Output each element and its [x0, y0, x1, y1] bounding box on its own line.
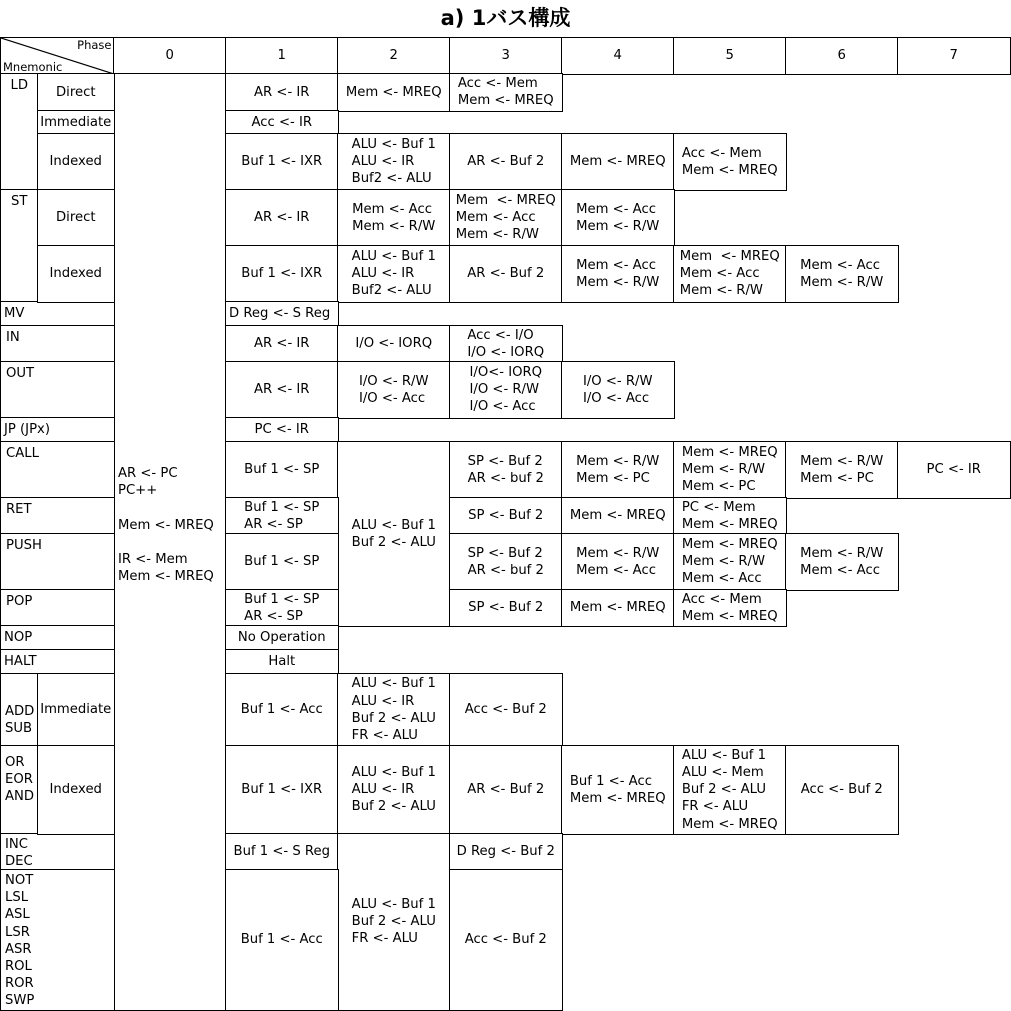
ld-indexed-phase3-text: AR <- Buf 2 [467, 154, 545, 170]
unary-phase2-text: ALU <- Buf 1 Buf 2 <- ALU FR <- ALU [351, 896, 436, 947]
ld-direct-phase2 [337, 73, 451, 112]
mode-st-direct [37, 189, 115, 247]
mnemonic-ret-text: RET [6, 502, 32, 517]
phase-header-4 [561, 37, 675, 75]
in-phase2 [337, 325, 451, 363]
mnemonic-nop [0, 625, 115, 651]
phase0-fetch-text [118, 465, 214, 585]
mnemonic-out-text: OUT [6, 366, 35, 381]
inc-phase1-text: Buf 1 <- S Reg [233, 844, 330, 860]
alu-idx-phase6-text: Acc <- Buf 2 [800, 782, 883, 798]
ld-indexed-phase1-text: Buf 1 <- IXR [241, 154, 323, 170]
st-indexed-phase5-text: Mem <- MREQ Mem <- Acc Mem <- R/W [679, 248, 780, 299]
phase0-line: PC++ [118, 483, 158, 499]
push-phase1-text: Buf 1 <- SP [244, 554, 320, 570]
phase0-fetch [113, 73, 227, 1011]
ld-indexed-phase4 [561, 133, 675, 191]
pop-phase5-text: Acc <- Mem Mem <- MREQ [681, 591, 778, 624]
mnemonic-st [0, 189, 39, 303]
st-indexed-phase3-text: AR <- Buf 2 [467, 266, 545, 282]
ld-direct-phase1 [225, 73, 339, 112]
ld-immediate-phase1-text: Acc <- IR [251, 114, 313, 130]
mnemonic-nop-text: NOP [4, 630, 33, 646]
mnemonic-add-text: ADD SUB [5, 703, 35, 736]
st-direct-phase4-text: Mem <- Acc Mem <- R/W [576, 201, 660, 234]
call-phase7-text: PC <- IR [926, 462, 981, 478]
call-phase5 [673, 441, 787, 499]
st-direct-phase4 [561, 189, 675, 247]
phase0-line: Mem <- MREQ [118, 517, 214, 533]
ret-phase5 [673, 497, 787, 535]
ld-direct-phase2-text: Mem <- MREQ [345, 84, 442, 100]
alu-idx-phase2-text: ALU <- Buf 1 ALU <- IR Buf 2 <- ALU [351, 764, 436, 815]
ld-direct-phase1-text: AR <- IR [254, 84, 310, 100]
out-phase3 [449, 361, 563, 419]
push-phase1 [225, 533, 339, 591]
push-phase4 [561, 533, 675, 591]
alu-imm-phase2 [337, 673, 451, 747]
call-phase6 [785, 441, 899, 499]
phase0-line: Mem <- MREQ [118, 569, 214, 585]
nop-phase1 [225, 625, 339, 651]
alu-idx-phase3-text: AR <- Buf 2 [467, 782, 545, 798]
call-phase1-text: Buf 1 <- SP [244, 462, 320, 478]
mnemonic-in-text: IN [6, 330, 20, 345]
mnemonic-push-text: PUSH [6, 538, 42, 553]
ret-phase1 [225, 497, 339, 535]
phase-header-4-text: 4 [613, 48, 622, 64]
mode-alu-immediate-text: Immediate [40, 702, 112, 718]
mv-phase1-text: D Reg <- S Reg [229, 306, 331, 322]
mnemonic-out [0, 361, 115, 419]
ret-phase4-text: Mem <- MREQ [569, 508, 666, 524]
phase-header-3 [449, 37, 563, 75]
out-phase4-text: I/O <- R/W I/O <- Acc [582, 373, 653, 406]
call-phase4-text: Mem <- R/W Mem <- PC [576, 453, 660, 486]
not-phase3-text: Acc <- Buf 2 [464, 932, 547, 948]
alu-idx-phase4-text: Buf 1 <- Acc Mem <- MREQ [569, 773, 666, 806]
halt-phase1 [225, 649, 339, 675]
st-indexed-phase6-text: Mem <- Acc Mem <- R/W [800, 257, 884, 290]
pop-phase1-text: Buf 1 <- SP AR <- SP [244, 591, 320, 624]
mnemonic-call-text: CALL [6, 446, 39, 461]
ld-indexed-phase4-text: Mem <- MREQ [569, 154, 666, 170]
ret-phase4 [561, 497, 675, 535]
call-phase3-text: SP <- Buf 2 AR <- buf 2 [467, 453, 544, 486]
st-direct-phase2-text: Mem <- Acc Mem <- R/W [352, 201, 436, 234]
mnemonic-inc [0, 833, 115, 871]
unary-phase2 [337, 833, 451, 1011]
mv-phase1 [225, 301, 339, 327]
push-phase5-text: Mem <- MREQ Mem <- R/W Mem <- Acc [681, 536, 778, 587]
mnemonic-push [0, 533, 115, 591]
pop-phase4 [561, 589, 675, 627]
phase0-line [118, 534, 214, 551]
ld-indexed-phase3 [449, 133, 563, 191]
mnemonic-not-text: NOT LSL ASL LSR ASR ROL ROR SWP [5, 873, 35, 1009]
pop-phase3-text: SP <- Buf 2 [468, 600, 544, 616]
phase0-line: IR <- Mem [118, 552, 188, 568]
alu-idx-phase1-text: Buf 1 <- IXR [241, 782, 323, 798]
pop-phase5 [673, 589, 787, 627]
ld-direct-phase3-text: Acc <- Mem Mem <- MREQ [457, 76, 554, 109]
phase-header-7-text: 7 [949, 48, 958, 64]
call-phase7 [897, 441, 1011, 499]
out-phase2-text: I/O <- R/W I/O <- Acc [358, 373, 429, 406]
inc-phase3 [449, 833, 563, 871]
pop-phase4-text: Mem <- MREQ [569, 600, 666, 616]
phase-header-6-text: 6 [837, 48, 846, 64]
mode-st-direct-text: Direct [56, 210, 96, 226]
ld-direct-phase3 [449, 73, 563, 112]
push-phase3-text: SP <- Buf 2 AR <- buf 2 [467, 545, 544, 578]
phase-header-7 [897, 37, 1011, 75]
st-indexed-phase4-text: Mem <- Acc Mem <- R/W [576, 257, 660, 290]
mnemonic-or-text: OR EOR AND [5, 755, 35, 805]
st-indexed-phase1 [225, 245, 339, 303]
mode-ld-direct-text: Direct [56, 84, 96, 100]
mnemonic-in [0, 325, 115, 363]
mode-ld-indexed-text: Indexed [49, 154, 102, 170]
mode-ld-indexed [37, 133, 115, 191]
ld-indexed-phase1 [225, 133, 339, 191]
phase-header-5 [673, 37, 787, 75]
in-phase1 [225, 325, 339, 363]
alu-idx-phase5 [673, 745, 787, 835]
in-phase3-text: Acc <- I/O I/O <- IORQ [467, 327, 545, 360]
halt-phase1-text: Halt [268, 654, 296, 670]
phase0-line: AR <- PC [118, 466, 178, 482]
stack-phase2 [337, 441, 451, 627]
st-direct-phase1 [225, 189, 339, 247]
header-corner [0, 37, 115, 75]
phase-header-2-text: 2 [389, 48, 398, 64]
push-phase6-text: Mem <- R/W Mem <- Acc [800, 545, 884, 578]
mnemonic-mv-text: MV [4, 306, 25, 322]
in-phase2-text: I/O <- IORQ [355, 336, 433, 352]
alu-imm-phase3 [449, 673, 563, 747]
alu-idx-phase5-text: ALU <- Buf 1 ALU <- Mem Buf 2 <- ALU FR <- ALU Mem <- MREQ [681, 747, 778, 832]
alu-imm-phase3-text: Acc <- Buf 2 [464, 702, 547, 718]
alu-idx-phase4 [561, 745, 675, 835]
mode-st-indexed-text: Indexed [49, 266, 102, 282]
ret-phase1-text: Buf 1 <- SP AR <- SP [244, 499, 320, 532]
st-indexed-phase3 [449, 245, 563, 303]
st-indexed-phase6 [785, 245, 899, 303]
out-phase3-text: I/O<- IORQ I/O <- R/W I/O <- Acc [469, 364, 543, 415]
not-phase1 [225, 869, 339, 1011]
not-phase3 [449, 869, 563, 1011]
mnemonic-ret [0, 497, 115, 535]
mnemonic-jp-text: JP (JPx) [4, 422, 50, 438]
ret-phase3-text: SP <- Buf 2 [468, 508, 544, 524]
mode-alu-indexed [37, 745, 115, 835]
in-phase1-text: AR <- IR [254, 336, 310, 352]
alu-imm-phase1 [225, 673, 339, 747]
st-indexed-phase5 [673, 245, 787, 303]
mode-st-indexed [37, 245, 115, 303]
out-phase4 [561, 361, 675, 419]
ld-indexed-phase2-text: ALU <- Buf 1 ALU <- IR Buf2 <- ALU [351, 136, 436, 187]
alu-idx-phase1 [225, 745, 339, 835]
phase-header-2 [337, 37, 451, 75]
ld-indexed-phase5-text: Acc <- Mem Mem <- MREQ [681, 145, 778, 178]
st-indexed-phase4 [561, 245, 675, 303]
jp-phase1 [225, 417, 339, 443]
diagram-title: a) 1バス構成 [440, 6, 571, 30]
pop-phase3 [449, 589, 563, 627]
call-phase3 [449, 441, 563, 499]
alu-imm-phase2-text: ALU <- Buf 1 ALU <- IR Buf 2 <- ALU FR <- ALU [351, 676, 436, 743]
st-direct-phase1-text: AR <- IR [254, 210, 310, 226]
ld-indexed-phase2 [337, 133, 451, 191]
not-phase1-text: Buf 1 <- Acc [240, 932, 323, 948]
push-phase4-text: Mem <- R/W Mem <- Acc [576, 545, 660, 578]
mnemonic-label: Mnemonic [3, 59, 63, 74]
inc-phase1 [225, 833, 339, 871]
st-indexed-phase1-text: Buf 1 <- IXR [241, 266, 323, 282]
phase-header-0 [113, 37, 227, 75]
mode-ld-immediate [37, 110, 115, 135]
ld-immediate-phase1 [225, 110, 339, 135]
st-direct-phase3-text: Mem <- MREQ Mem <- Acc Mem <- R/W [455, 192, 556, 243]
phase0-line [118, 499, 214, 516]
st-indexed-phase2-text: ALU <- Buf 1 ALU <- IR Buf2 <- ALU [351, 248, 436, 299]
push-phase3 [449, 533, 563, 591]
mnemonic-jp [0, 417, 115, 443]
ret-phase3 [449, 497, 563, 535]
pop-phase1 [225, 589, 339, 627]
mnemonic-call [0, 441, 115, 499]
call-phase5-text: Mem <- MREQ Mem <- R/W Mem <- PC [681, 444, 778, 495]
ld-indexed-phase5 [673, 133, 787, 191]
alu-imm-phase1-text: Buf 1 <- Acc [240, 702, 323, 718]
phase-header-0-text: 0 [165, 48, 174, 64]
phase-header-6 [785, 37, 899, 75]
phase-header-3-text: 3 [501, 48, 510, 64]
call-phase6-text: Mem <- R/W Mem <- PC [800, 453, 884, 486]
mnemonic-halt [0, 649, 115, 675]
alu-idx-phase3 [449, 745, 563, 835]
mnemonic-mv [0, 301, 115, 327]
out-phase1 [225, 361, 339, 419]
call-phase4 [561, 441, 675, 499]
mnemonic-st-text: ST [11, 194, 28, 209]
ret-phase5-text: PC <- Mem Mem <- MREQ [681, 499, 778, 532]
mnemonic-or [0, 745, 39, 835]
alu-idx-phase2 [337, 745, 451, 835]
mnemonic-pop-text: POP [6, 594, 33, 609]
mnemonic-inc-text: INC DEC [5, 837, 33, 870]
push-phase6 [785, 533, 899, 591]
stack-phase2-text: ALU <- Buf 1 Buf 2 <- ALU [351, 517, 436, 550]
jp-phase1-text: PC <- IR [254, 422, 309, 438]
mode-ld-direct [37, 73, 115, 112]
out-phase1-text: AR <- IR [254, 382, 310, 398]
out-phase2 [337, 361, 451, 419]
push-phase5 [673, 533, 787, 591]
mnemonic-ld [0, 73, 39, 191]
phase-header-1-text: 1 [277, 48, 286, 64]
st-indexed-phase2 [337, 245, 451, 303]
mode-alu-immediate [37, 673, 115, 747]
phase-label: Phase [77, 38, 112, 52]
mode-alu-indexed-text: Indexed [49, 782, 102, 798]
mnemonic-not [0, 869, 115, 1011]
mnemonic-halt-text: HALT [4, 654, 37, 670]
in-phase3 [449, 325, 563, 363]
inc-phase3-text: D Reg <- Buf 2 [456, 844, 555, 860]
mnemonic-ld-text: LD [10, 78, 28, 93]
st-direct-phase3 [449, 189, 563, 247]
mnemonic-add [0, 673, 39, 747]
mnemonic-pop [0, 589, 115, 627]
phase-header-5-text: 5 [725, 48, 734, 64]
phase-header-1 [225, 37, 339, 75]
mode-ld-immediate-text: Immediate [40, 114, 112, 130]
alu-idx-phase6 [785, 745, 899, 835]
st-direct-phase2 [337, 189, 451, 247]
call-phase1 [225, 441, 339, 499]
nop-phase1-text: No Operation [237, 630, 326, 646]
